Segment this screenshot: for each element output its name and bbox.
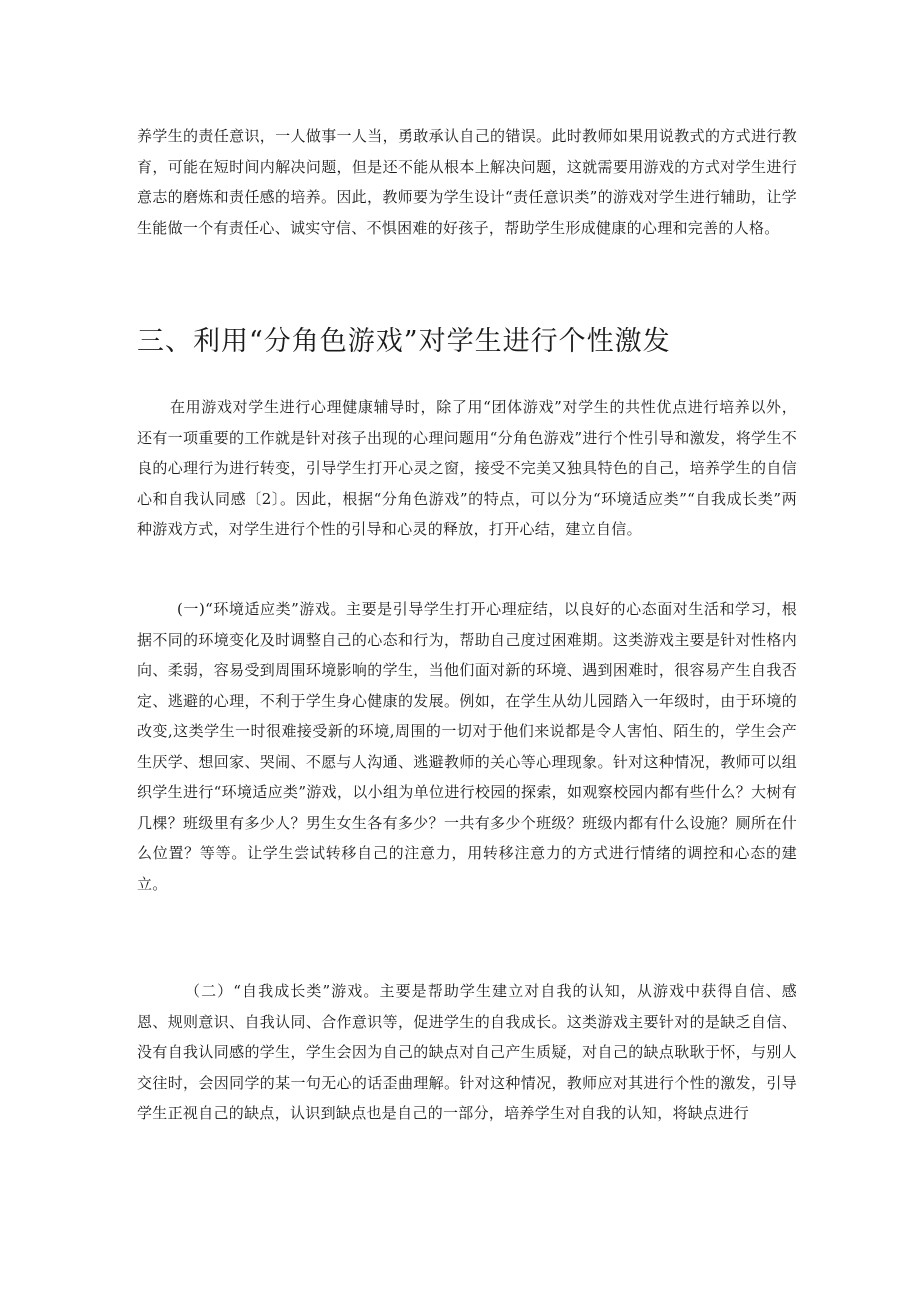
paragraph-environment-adaptation: (一)“环境适应类”游戏。主要是引导学生打开心理症结，以良好的心态面对生活和学习，根据不同的环境变化及时调整自己的心态和行为，帮助自己度过困难期。这类游戏主要是针对性格内向、柔弱，容易受到周围环境影响的学生，当他们面对新的环境、遇到困难时，很容易产生自我否定、逃避的心理，不利于学生身心健康的发展。例如，在学生从幼儿园踏入一年级时，由于环境的改变,这类学生一时很难接受新的环境,周围的一切对于他们来说都是令人害怕、陌生的，学生会产生厌学、想回家、哭闹、不愿与人沟通、逃避教师的关心等心理现象。针对这种情况，教师可以组织学生进行“环境适应类”游戏，以小组为单位进行校园的探索，如观察校园内都有些什么？大树有几棵？班级里有多少人？男生女生各有多少？一共有多少个班级？班级内都有什么设施？厕所在什么位置？等等。让学生尝试转移自己的注意力，用转移注意力的方式进行情绪的调控和心态的建立。 <box>137 600 797 893</box>
paragraph-role-play-intro: 在用游戏对学生进行心理健康辅导时，除了用“团体游戏”对学生的共性优点进行培养以外，还有一项重要的工作就是针对孩子出现的心理问题用“分角色游戏”进行个性引导和激发，将学生不良的心理行为进行转变，引导学生打开心灵之窗，接受不完美又独具特色的自己，培养学生的自信心和自我认同感〔2〕。因此，根据“分角色游戏”的特点，可以分为“环境适应类”“自我成长类”两种游戏方式，对学生进行个性的引导和心灵的释放，打开心结，建立自信。 <box>137 398 797 538</box>
paragraph-self-growth: （二）“自我成长类”游戏。主要是帮助学生建立对自我的认知，从游戏中获得自信、感恩、规则意识、自我认同、合作意识等，促进学生的自我成长。这类游戏主要针对的是缺乏自信、没有自我认同感的学生，学生会因为自己的缺点对自己产生质疑，对自己的缺点耿耿于怀，与别人交往时，会因同学的某一句无心的话歪曲理解。针对这种情况，教师应对其进行个性的激发，引导学生正视自己的缺点，认识到缺点也是自己的一部分，培养学生对自我的认知，将缺点进行 <box>137 982 797 1122</box>
section-heading-role-play-games: 三、利用“分角色游戏”对学生进行个性激发 <box>137 326 671 357</box>
paragraph-responsibility-games: 养学生的责任意识，一人做事一人当，勇敢承认自己的错误。此时教师如果用说教式的方式进行教育，可能在短时间内解决问题，但是还不能从根本上解决问题，这就需要用游戏的方式对学生进行意志的磨炼和责任感的培养。因此，教师要为学生设计“责任意识类”的游戏对学生进行辅助，让学生能做一个有责任心、诚实守信、不惧困难的好孩子，帮助学生形成健康的心理和完善的人格。 <box>137 127 797 237</box>
